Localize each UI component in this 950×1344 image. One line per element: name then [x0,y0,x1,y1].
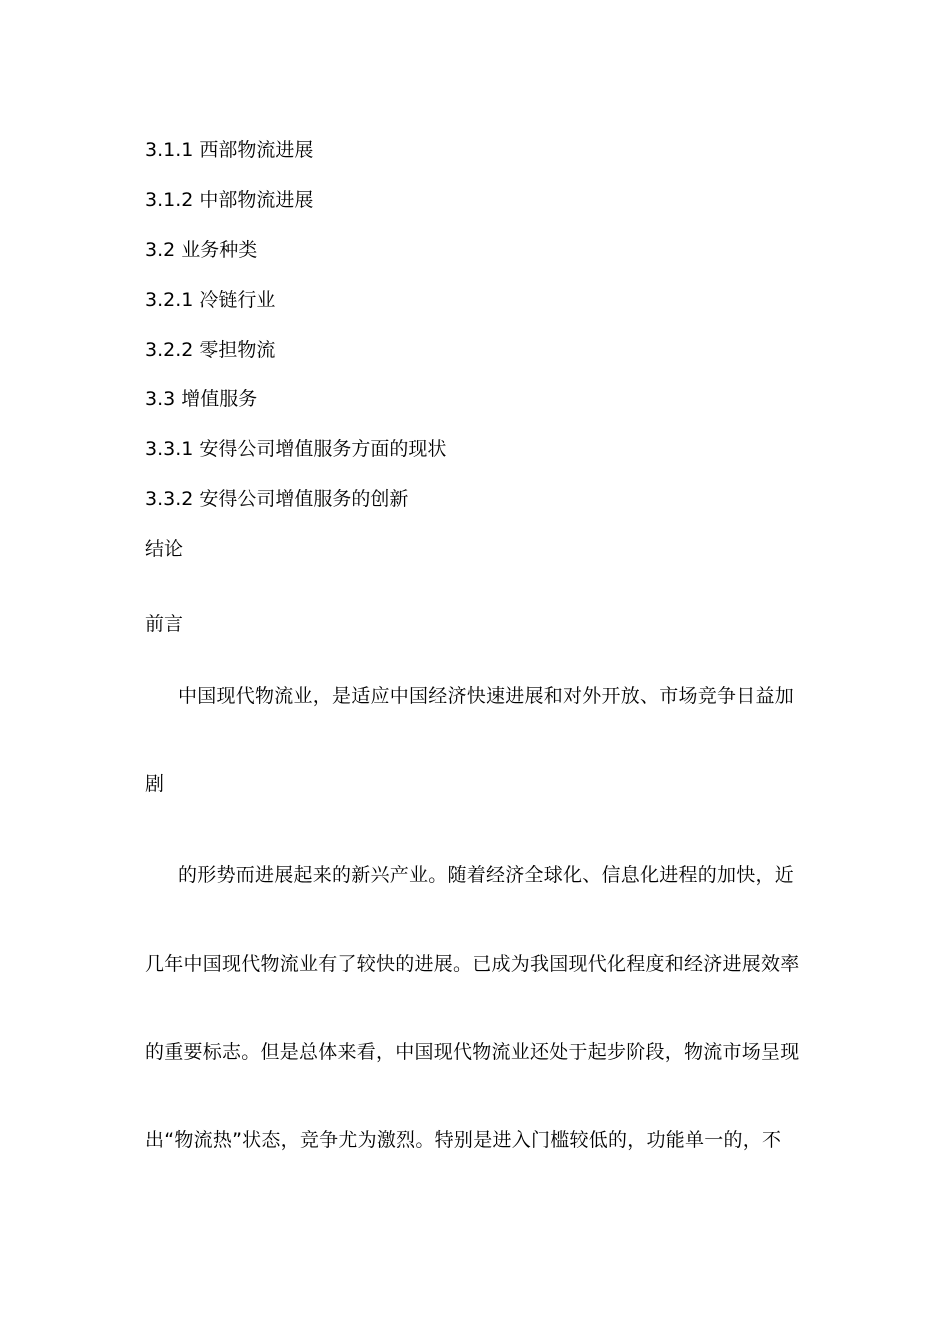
toc-item-3-1-1: 3.1.1 西部物流进展 [145,139,314,161]
toc-item-3-3: 3.3 增值服务 [145,388,258,410]
toc-item-conclusion: 结论 [145,538,184,560]
paragraph-line: 中国现代物流业，是适应中国经济快速进展和对外开放、市场竞争日益加 [178,685,795,707]
section-heading: 前言 [145,613,184,635]
paragraph-line: 剧 [145,773,165,795]
paragraph-line: 的重要标志。但是总体来看，中国现代物流业还处于起步阶段，物流市场呈现 [145,1041,800,1063]
toc-item-3-1-2: 3.1.2 中部物流进展 [145,189,314,211]
paragraph-line: 几年中国现代物流业有了较快的进展。已成为我国现代化程度和经济进展效率 [145,953,800,975]
toc-item-3-3-2: 3.3.2 安得公司增值服务的创新 [145,488,409,510]
toc-item-3-3-1: 3.3.1 安得公司增值服务方面的现状 [145,438,447,460]
toc-item-3-2: 3.2 业务种类 [145,239,258,261]
toc-item-3-2-2: 3.2.2 零担物流 [145,339,276,361]
paragraph-line: 的形势而进展起来的新兴产业。随着经济全球化、信息化进程的加快，近 [178,864,795,886]
toc-item-3-2-1: 3.2.1 冷链行业 [145,289,276,311]
paragraph-line: 出“物流热”状态，竞争尤为激烈。特别是进入门槛较低的，功能单一的，不 [145,1129,782,1151]
